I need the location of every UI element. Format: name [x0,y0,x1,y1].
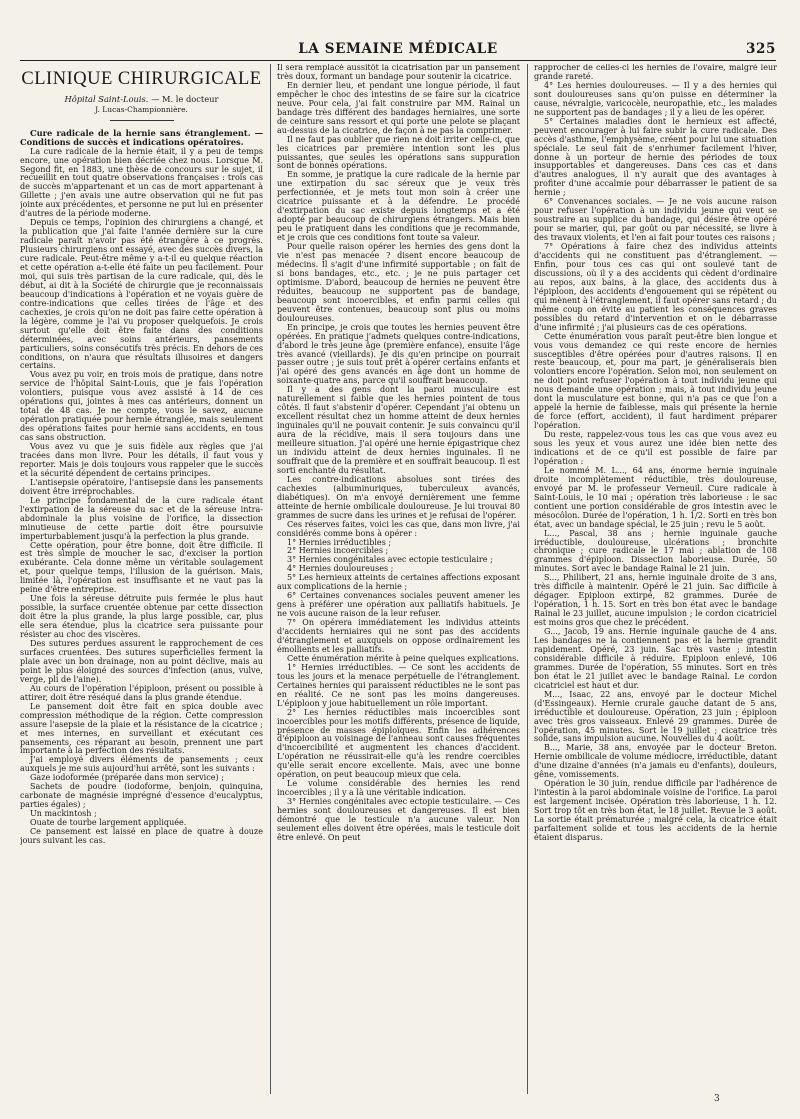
paragraph: Les contre-indications absolues sont tirées des cachexies (albuminuriques, tuberculeux avancés, diabétiques). On m'a envoyé dernièrement une femme atteinte de hernie ombilicale douloureuse. Je lui trouvai 80 grammes de sucre dans les urines et je refusai de l'opérer. [277,474,520,520]
section-title: CLINIQUE CHIRURGICALE [21,69,262,89]
paragraph: Depuis ce temps, l'opinion des chirurgiens a changé, et la publication que j'ai faite l'année dernière sur la cure radicale paraît n'avoir pas été étrangère à ce progrès. Plusieurs chirurgiens ont essayé, avec des succès divers, la cure radicale. Peut-être même y a-t-il eu quelque réaction et cette opération a-t-elle été faite un peu facilement. Pour moi, qui suis très partisan de la cure radicale, qui, dès le début, ai dit à la Société de chirurgie que je reconnaissais beaucoup d'indications à l'opération et ne voyais guère de contre-indications que celles tirées de l'âge et des cachexies, je crois qu'on ne doit pas faire cette opération à la légère, comme je l'ai vu proposer quelquefois. Je crois surtout qu'elle doit être faite dans des conditions déterminées, avec soins antérieurs, pansements particuliers, soins consécutifs très précis. En dehors de ces conditions, on n'aura que résultats illusoires et dangers certains. [20,218,263,371]
paragraph: S..., Philibert, 21 ans, hernie inguinale droite de 3 ans, très difficile à maintenir. Opéré le 21 juin. Sac difficile à dégager. Epiploon extirpé, 82 grammes. Durée de l'opération, 1 h. 15. Sort en très bon état avec le bandage Rainal le 23 juillet, aucune impulsion ; le cordon cicatriciel est moins gros que chez le précédent. [534,573,777,628]
paragraph: En principe, je crois que toutes les hernies peuvent être opérées. En pratique j'admets quelques contre-indications, d'abord le très jeune âge (première enfance), ensuite l'âge très avancé (vieillards). Je dis qu'en principe on pourrait passer outre ; je suis tout prêt à opérer certains enfants et j'ai opéré des gens avancés en âge dont un homme de soixante-quatre ans, parce qu'il souffrait beaucoup. [277,322,520,386]
paragraph: 7° On opérera immédiatement les individus atteints d'accidents herniaires qui ne sont pas des accidents d'étranglement et auxquels on oppose ordinairement les émollients et les palliatifs. [277,618,520,654]
title-divider [110,120,174,121]
paragraph: Cette énumération vous paraît peut-être bien longue et vous vous demandez ce qui reste encore de hernies susceptibles d'être opérées pour d'autres raisons. Il en reste beaucoup, et, pour ma part, je généraliserais bien volontiers encore l'opération. Selon moi, non seulement on ne doit point refuser l'opération à tout individu jeune qui nous demande une opération ; mais, à tout individu jeune dont la musculature est bonne, qui n'a pas ce que l'on a appelé la hernie de faiblesse, mais qui présente la hernie de force (effort, accident), il faut hardiment préparer l'opération. [534,331,777,431]
paragraph: Des sutures perdues assurent le rapprochement de ces surfaces cruentées. Des sutures superficielles ferment la plaie avec un bon drainage, non au point déclive, mais au point le plus éloigné des sources d'infection (anus, vulve, verge, pli de l'aine). [20,639,263,684]
author-name: J. Lucas-Championnière. [95,104,188,114]
paragraph: Il ne faut pas oublier que rien ne doit irriter celle-ci, que les cicatrices par première intention sont les plus puissantes, que seules les opérations sans suppuration sont de bonnes opérations. [277,134,520,171]
page-number: 325 [746,41,776,57]
column-3 [534,64,777,1099]
paragraph: Il sera remplacé aussitôt la cicatrisation par un pansement très doux, formant un bandage pour soutenir la cicatrice. [277,64,520,81]
paragraph: Le nommé M. L..., 64 ans, énorme hernie inguinale droite incomplètement réductible, très douloureuse, envoyé par M. le professeur Verneuil. Cure radicale à Saint-Louis, le 10 mai ; opération très laborieuse : le sac contient une portion considérable de gros intestin avec le mésocôlon. Durée de l'opération, 1 h. 1/2. Sorti en très bon état, avec un bandage spécial, le 25 juin ; revu le 5 août. [534,465,777,529]
paragraph: L..., Pascal, 38 ans ; hernie inguinale gauche irréductible, douloureuse, ulcérations ; bronchite chronique ; cure radicale le 17 mai ; ablation de 108 grammes d'épiploon. Dissection laborieuse. Durée, 50 minutes. Sort avec le bandage Rainal le 21 juin. [534,528,777,574]
paragraph: En somme, je pratique la cure radicale de la hernie par une extirpation du sac séreux que je veux très perfectionnée, et je mets tout mon soin à créer une cicatrice puissante et à la défendre. Le procédé d'extirpation du sac existe depuis longtemps et a été adopté par beaucoup de chirurgiens étrangers. Mais bien peu le pratiquent dans les conditions que je recommande, et je crois que ces conditions font toute sa valeur. [277,170,520,243]
column-3-body [534,64,777,843]
paragraph: Ce pansement est laissé en place de quatre à douze jours suivant les cas. [20,827,263,845]
paragraph: Gaze iodoformée (préparée dans mon service) ; [30,773,224,783]
paragraph: Au cours de l'opération l'épiploon, présent ou possible à attirer, doit être réséqué dans la plus grande étendue. [20,683,263,702]
hospital-name: Hôpital Saint-Louis. [64,94,149,104]
column-1-body [20,148,263,846]
hospital-line [20,95,263,105]
author-prefix: — M. le docteur [151,94,219,104]
paragraph: Vous avez vu que je suis fidèle aux règles que j'ai tracées dans mon livre. Pour les détails, il faut vous y reporter. Mais je dois toujours vous rappeler que le succès et la sécurité dépendent de certains principes. [20,442,263,478]
paragraph: 3° Hernies congénitales avec ectopie testiculaire. — Ces hernies sont douloureuses et dangereuses. Il est bien démontré que le testicule n'a aucune valeur. Non seulement elles doivent être opérées, mais le testicule doit être enlevé. On peut [277,797,520,842]
paragraph: Une fois la séreuse détruite puis fermée le plus haut possible, la surface cruentée obtenue par cette dissection doit être la plus grande, la plus large possible, car, plus elle sera étendue, plus la cicatrice sera puissante pour résister au choc des viscères. [20,594,263,640]
paragraph: Il y a des gens dont la paroi musculaire est naturellement si faible que les hernies pointent de tous côtés. Il faut s'abstenir d'opérer. Cependant j'ai obtenu un excellent résultat chez un homme atteint de deux hernies inguinales qu'il ne pouvait contenir. Je suis convaincu qu'il aura de la récidive, mais il sera toujours dans une meilleure situation. J'ai opéré une hernie épigastrique chez un individu atteint de deux hernies inguinales. Il ne souffrait que de la première et en souffrait beaucoup. Il est sorti enchanté du résultat. [277,385,520,475]
paragraph: J'ai employé divers éléments de pansements ; ceux auxquels je me suis aujourd'hui arrêté, sont les suivants : [20,755,263,774]
paragraph: 6° Certaines convenances sociales peuvent amener les gens à préférer une opération aux palliatifs habituels. Je ne vois aucune raison de la leur refuser. [277,591,520,619]
paragraph: 1° Hernies irréductibles. — Ce sont les accidents de tous les jours et la menace perpétuelle de l'étranglement. Certaines hernies qui paraissent réductibles ne le sont pas en réalité. Ce ne sont pas les moins dangereuses. L'épiploon y joue habituellement un rôle important. [277,662,520,708]
paragraph: B..., Marie, 38 ans, envoyée par le docteur Breton. Hernie ombilicale de volume médiocre, irréductible, datant d'une dizaine d'années (n'a jamais eu d'enfants), douleurs, gêne, vomissements. [534,743,777,780]
signature-mark: 3 [714,1094,720,1104]
paragraph: Ouate de tourbe largement appliquée. [30,818,187,828]
paragraph: Le pansement doit être fait en spica double avec compression méthodique de la région. Cette compression assure l'asepsie de la plaie et la résistance de la cicatrice ; et mes internes, en surveillant et exécutant ces pansements, ces réparant au besoin, prennent une part importante à la perfection des résultats. [20,701,263,756]
page-header [20,40,776,61]
column-2 [277,64,520,1099]
paragraph: Vous avez pu voir, en trois mois de pratique, dans notre service de l'hôpital Saint-Louis, que je fais l'opération volontiers, puisque vous avez assisté à 14 de ces opérations qui, jointes à mes cas antérieurs, donnent un total de 48 cas. Je ne compte, vous le savez, aucune opération pratiquée pour hernie étranglée, mais seulement des opérations faites pour hernie sans accidents, en tous cas sans obstruction. [20,370,263,443]
paragraph: Un mackintosh ; [30,809,97,819]
paragraph: Pour quelle raison opérer les hernies des gens dont la vie n'est pas menacée ? disent encore beaucoup de médecins. Il s'agit d'une infirmité supportable ; on fait de si bons bandages, etc., etc. ; je ne puis partager cet optimisme. D'abord, beaucoup de hernies ne peuvent être réduites, beaucoup ne supportent pas de bandage, beaucoup sont incoercibles, et enfin parmi celles qui peuvent être contenues, beaucoup sont plus ou moins douloureuses. [277,242,520,323]
paragraph: rapprocher de celles-ci les hernies de l'ovaire, malgré leur grande rareté. [534,64,777,81]
column-rule [270,64,271,1094]
paragraph: 3° Hernies congénitales avec ectopie testiculaire ; [287,555,493,565]
paragraph: Ces réserves faites, voici les cas que, dans mon livre, j'ai considérés comme bons à opérer : [277,519,520,538]
paragraph: Le principe fondamental de la cure radicale étant l'extirpation de la séreuse du sac et de la séreuse intra-abdominale la plus voisine de l'orifice, la dissection minutieuse de cette partie doit être poursuivie imperturbablement jusqu'à la perfection la plus grande. [20,495,263,541]
column-rule [527,64,528,1094]
paragraph: 1° Hernies irréductibles ; [287,537,392,547]
paragraph: La cure radicale de la hernie était, il y a peu de temps encore, une opération bien décriée chez nous. Lorsque M. Segond fit, en 1883, une thèse de concours sur le sujet, il recueillit en tout quatre observations françaises : trois cas de succès m'appartenant et un cas de mort appartenant à Gillette ; j'en avais une autre observation qui ne fut pas jointe aux précédentes, et personne ne put lui en présenter d'autres de la période moderne. [20,146,263,219]
paragraph: 4° Hernies douloureuses ; [287,564,394,574]
paragraph: En dernier lieu, et pendant une longue période, il faut empêcher le choc des intestins de se faire sur la cicatrice neuve. Pour cela, j'ai fait construire par MM. Rainal un bandage très différent des bandages herniaires, une sorte de ceinture sans ressort et qui porte une pelote se plaçant au-dessus de la cicatrice, de façon à ne pas la comprimer. [277,80,520,135]
paragraph: L'antisepsie opératoire, l'antisepsie dans les pansements doivent être irréprochables. [20,477,263,496]
column-1 [20,64,263,1099]
paragraph: Cette énumération mérite à peine quelques explications. [287,653,519,663]
paragraph: M..., Isaac, 22 ans, envoyé par le docteur Michel (d'Essingeaux). Hernie crurale gauche datant de 5 ans, irréductible et douloureuse. Opération, 23 juin ; épiploon avec très gros vaisseaux. Enlevé 29 grammes. Durée de l'opération, 45 minutes. Sort le 19 juillet ; cicatrice très solide, sans impulsion aucune. Nouvelles du 4 août. [534,689,777,744]
journal-title: LA SEMAINE MÉDICALE [298,41,498,57]
paragraph: 5° Les hernieux atteints de certaines affections exposant aux complications de la hernie ; [277,573,520,592]
paragraph: Le volume considérable des hernies les rend incoercibles ; il y a là une véritable indication. [277,779,520,798]
paragraph: 2° Les hernies réductibles mais incoercibles sont incoercibles pour les motifs différents, présence de liquide, présence de masses épiploïques. Enfin les adhérences d'épiploon au voisinage de l'anneau sont causes fréquentes d'incoercibilité et augmentent les chances d'accident. L'opération ne réussirait-elle qu'à les rendre coercibles qu'elle serait encore excellente. Mais, avec une bonne opération, on peut beaucoup mieux que cela. [277,707,520,780]
paragraph: 4° Les hernies douloureuses. — Il y a des hernies qui sont douloureuses sans qu'on puisse en déterminer la cause, névralgie, varicocèle, neuropathie, etc., les malades ne supportent pas de bandages ; il y a lieu de les opérer. [534,80,777,117]
paragraph: 7° Opérations à faire chez des individus atteints d'accidents qui ne constituent pas d'étranglement. — Enfin, pour tous ces cas qui ont soulevé tant de discussions, où il y a des accidents qui cèdent d'ordinaire au repos, aux bains, à la glace, des accidents dus à l'épiploon, des accidents d'engouement qui se répètent ou qui mènent à l'étranglement, il faut opérer sans retard ; du même coup on évite au patient les conséquences graves possibles du retard d'intervention et on le débarrasse d'une infirmité ; j'ai plusieurs cas de ces opérations. [534,242,777,332]
paragraph: Du reste, rappelez-vous tous les cas que vous avez eu sous les yeux et vous aurez une idée bien nette des indications et de ce qu'il est possible de faire par l'opération : [534,430,777,466]
column-2-body [277,64,520,843]
paragraph: 5° Certaines maladies dont le hernieux est affecté, peuvent encourager à lui faire subir la cure radicale. Des accès d'asthme, l'emphysème, créent pour lui une situation spéciale. Le seul fait de s'enrhumer facilement l'hiver, donne à un porteur de hernie des périodes de toux insupportables et dangereuses. Dans ces cas et dans d'autres analogues, il n'y aurait que des avantages à profiter d'une accalmie pour débarrasser le patient de sa hernie ; [534,116,777,198]
paragraph: Cette opération, pour être bonne, doit être difficile. Il est très simple de moucher le sac, d'exciser la portion exubérante. Cela donne même un véritable soulagement et, pour quelque temps, l'illusion de la guérison. Mais, limitée là, l'opération est insuffisante et ne vaut pas la peine d'être entreprise. [20,540,263,595]
paragraph: Opération le 30 juin, rendue difficile par l'adhérence de l'intestin à la paroi abdominale voisine de l'orifice. La paroi est largement incisée. Opération très laborieuse, 1 h. 12. Sort trop tôt en très bon état, le 18 juillet. Revue le 3 août. La sortie était prématurée ; malgré cela, la cicatrice était parfaitement solide et tous les accidents de la hernie étaient disparus. [534,779,777,842]
paragraph: G..., Jacob, 19 ans. Hernie inguinale gauche de 4 ans. Les bandages ne la contiennent pas et la hernie grandit rapidement. Opéré, 23 juin. Sac très vaste ; intestin considérable difficile à réduire. Epiploon enlevé, 106 grammes. Durée de l'opération, 55 minutes. Sort en très bon état le 21 juillet avec le bandage Rainal. Le cordon cicatriciel est haut et dur. [534,627,777,690]
paragraph: 2° Hernies incoercibles ; [287,546,389,556]
paragraph: Sachets de poudre (iodoforme, benjoin, quinquina, carbonate de magnésie imprégné d'essence d'eucalyptus, parties égales) ; [20,782,263,810]
paragraph: 6° Convenances sociales. — Je ne vois aucune raison pour refuser l'opération à un individu jeune qui veut se soustraire au supplice du bandage, qui désire être opéré pour se marier, qui, par goût ou par nécessité, se livre à des travaux violents, et l'en ai fait pour toutes ces raisons ; [534,197,777,243]
article-title: Cure radicale de la hernie sans étranglement. — Conditions de succès et indications opératoires. [20,128,263,148]
